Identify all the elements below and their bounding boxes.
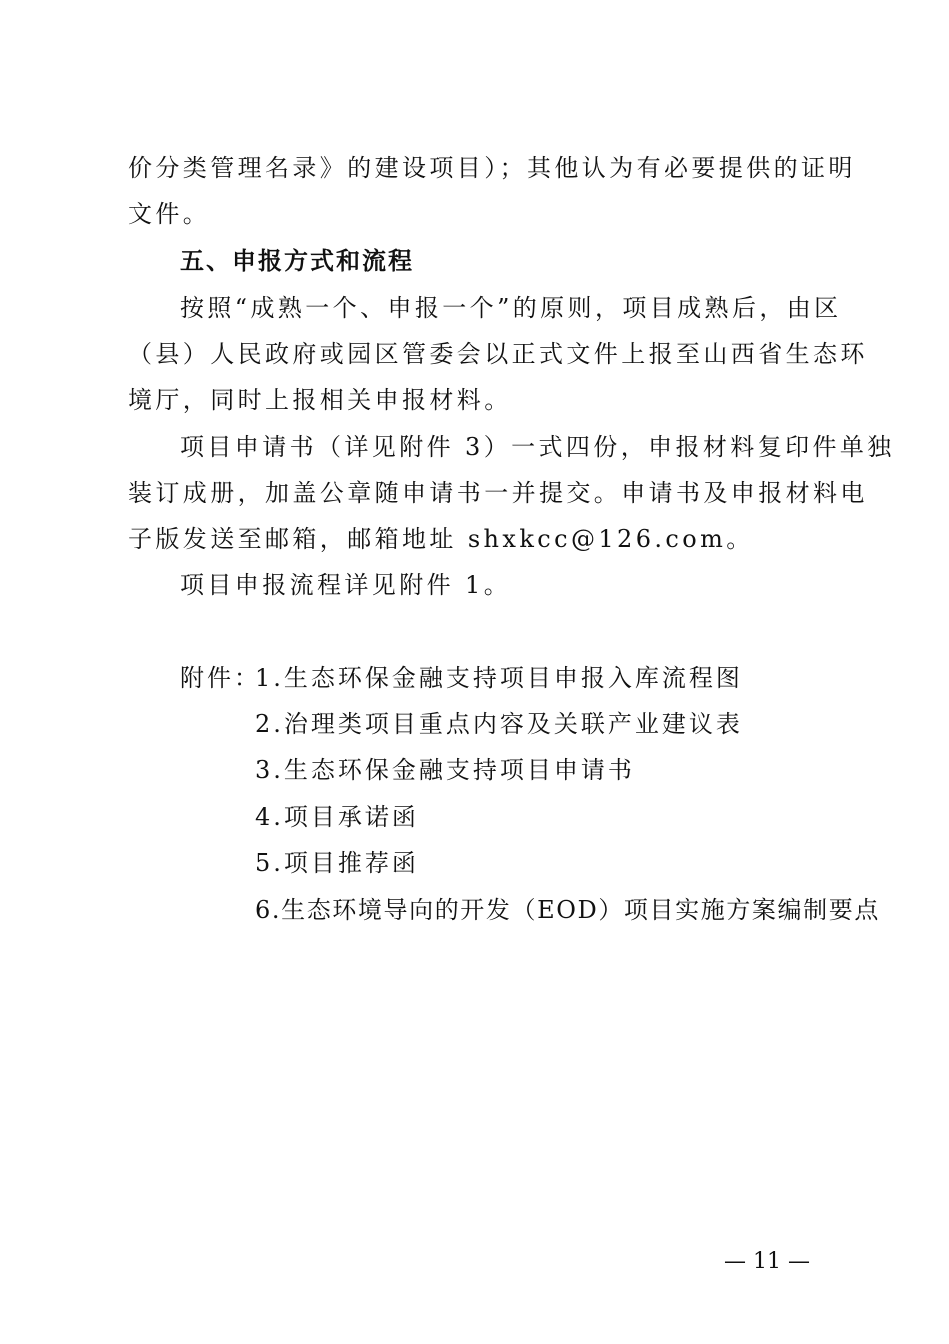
paragraph-line: 子版发送至邮箱，邮箱地址 shxkcc@126.com。 (128, 525, 754, 553)
paragraph-line: （县）人民政府或园区管委会以正式文件上报至山西省生态环 (128, 340, 868, 368)
section-heading: 五、申报方式和流程 (180, 247, 414, 275)
paragraph-line: 境厅，同时上报相关申报材料。 (128, 386, 512, 414)
attachments-label: 附件： (180, 664, 261, 692)
attachment-item: 3.生态环保金融支持项目申请书 (255, 756, 635, 784)
attachment-item: 5.项目推荐函 (255, 849, 419, 877)
paragraph-line: 装订成册，加盖公章随申请书一并提交。申请书及申报材料电 (128, 479, 868, 507)
paragraph-line: 文件。 (128, 200, 211, 228)
paragraph-line: 按照“成熟一个、申报一个”的原则，项目成熟后，由区 (180, 294, 842, 322)
attachment-item: 6.生态环境导向的开发（EOD）项目实施方案编制要点 (255, 896, 880, 924)
attachment-item: 4.项目承诺函 (255, 803, 419, 831)
attachment-item: 2.治理类项目重点内容及关联产业建议表 (255, 710, 743, 738)
paragraph-line: 价分类管理名录》的建设项目）；其他认为有必要提供的证明 (128, 154, 856, 182)
paragraph-line: 项目申请书（详见附件 3）一式四份，申报材料复印件单独 (180, 433, 895, 461)
paragraph-line: 项目申报流程详见附件 1。 (180, 571, 512, 599)
page-number: — 11 — (724, 1249, 810, 1274)
attachment-item: 1.生态环保金融支持项目申报入库流程图 (255, 664, 743, 692)
